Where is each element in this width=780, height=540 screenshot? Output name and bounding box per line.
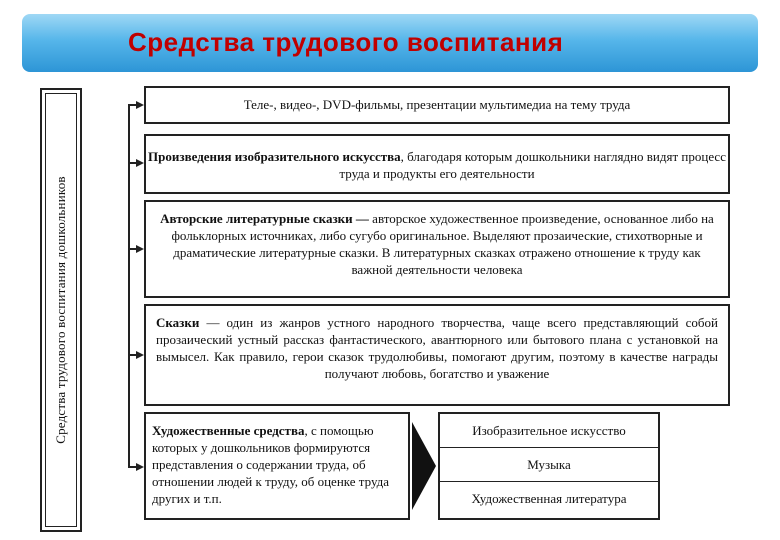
- connector-trunk: [128, 104, 130, 468]
- art-means-item-music: Музыка: [440, 448, 658, 482]
- box-literary-tales-text: [154, 210, 720, 278]
- box-literary-tales-term: Авторские литературные сказки —: [160, 211, 369, 226]
- box-folk-tales-term: Сказки: [156, 315, 200, 330]
- arrow-1-icon: [136, 101, 144, 109]
- box-literary-tales: [144, 200, 730, 298]
- box-fine-art-text: [146, 148, 728, 182]
- box-literary-tales-desc: авторское художественное произведение, основанное либо на фольклорных источниках, либо сугубо оригинальное. Выделяют прозаические, стихотворные и драматические литературные сказки. В литературных сказках отражено отношение к труду как важной деятельности человека: [171, 211, 714, 277]
- art-means-item-fine-art: Изобразительное искусство: [440, 414, 658, 448]
- arrow-3-icon: [136, 245, 144, 253]
- box-art-means: [144, 412, 410, 520]
- box-fine-art-desc: , благодаря которым дошкольники наглядно видят процесс труда и продукты его деятельности: [339, 149, 726, 181]
- arrow-4-icon: [136, 351, 144, 359]
- box-folk-tales-desc: — один из жанров устного народного творчества, чаще всего представляющий собой прозаический устный рассказ фантастического, авантюрного или бытового плана с установкой на вымысел. Как правило, герои сказок трудолюбивы, помогают другим, поэтому в качестве награды получают любовь, богатство и уважение: [156, 315, 718, 381]
- box-fine-art: [144, 134, 730, 194]
- box-media: [144, 86, 730, 124]
- art-means-list: [438, 412, 660, 520]
- side-label: Средства трудового воспитания дошкольников: [53, 176, 68, 444]
- box-fine-art-term: Произведения изобразительного искусства: [148, 149, 401, 164]
- box-art-means-text: [152, 422, 402, 507]
- art-means-item-literature: Художественная литература: [471, 491, 627, 506]
- box-folk-tales-text: [156, 314, 718, 382]
- right-arrow-icon: [412, 422, 436, 510]
- arrow-2-icon: [136, 159, 144, 167]
- box-art-means-term: Художественные средства: [152, 423, 305, 438]
- box-media-text: Теле-, видео-, DVD-фильмы, презентации мультимедиа на тему труда: [243, 97, 631, 112]
- slide-title: Средства трудового воспитания: [128, 27, 564, 57]
- box-art-means-desc: , с помощью которых у дошкольников формируются представления о содержании труда, об отношении людей к труду, об оценке труда других и т.п.: [152, 423, 390, 506]
- box-folk-tales: [144, 304, 730, 406]
- arrow-5-icon: [136, 463, 144, 471]
